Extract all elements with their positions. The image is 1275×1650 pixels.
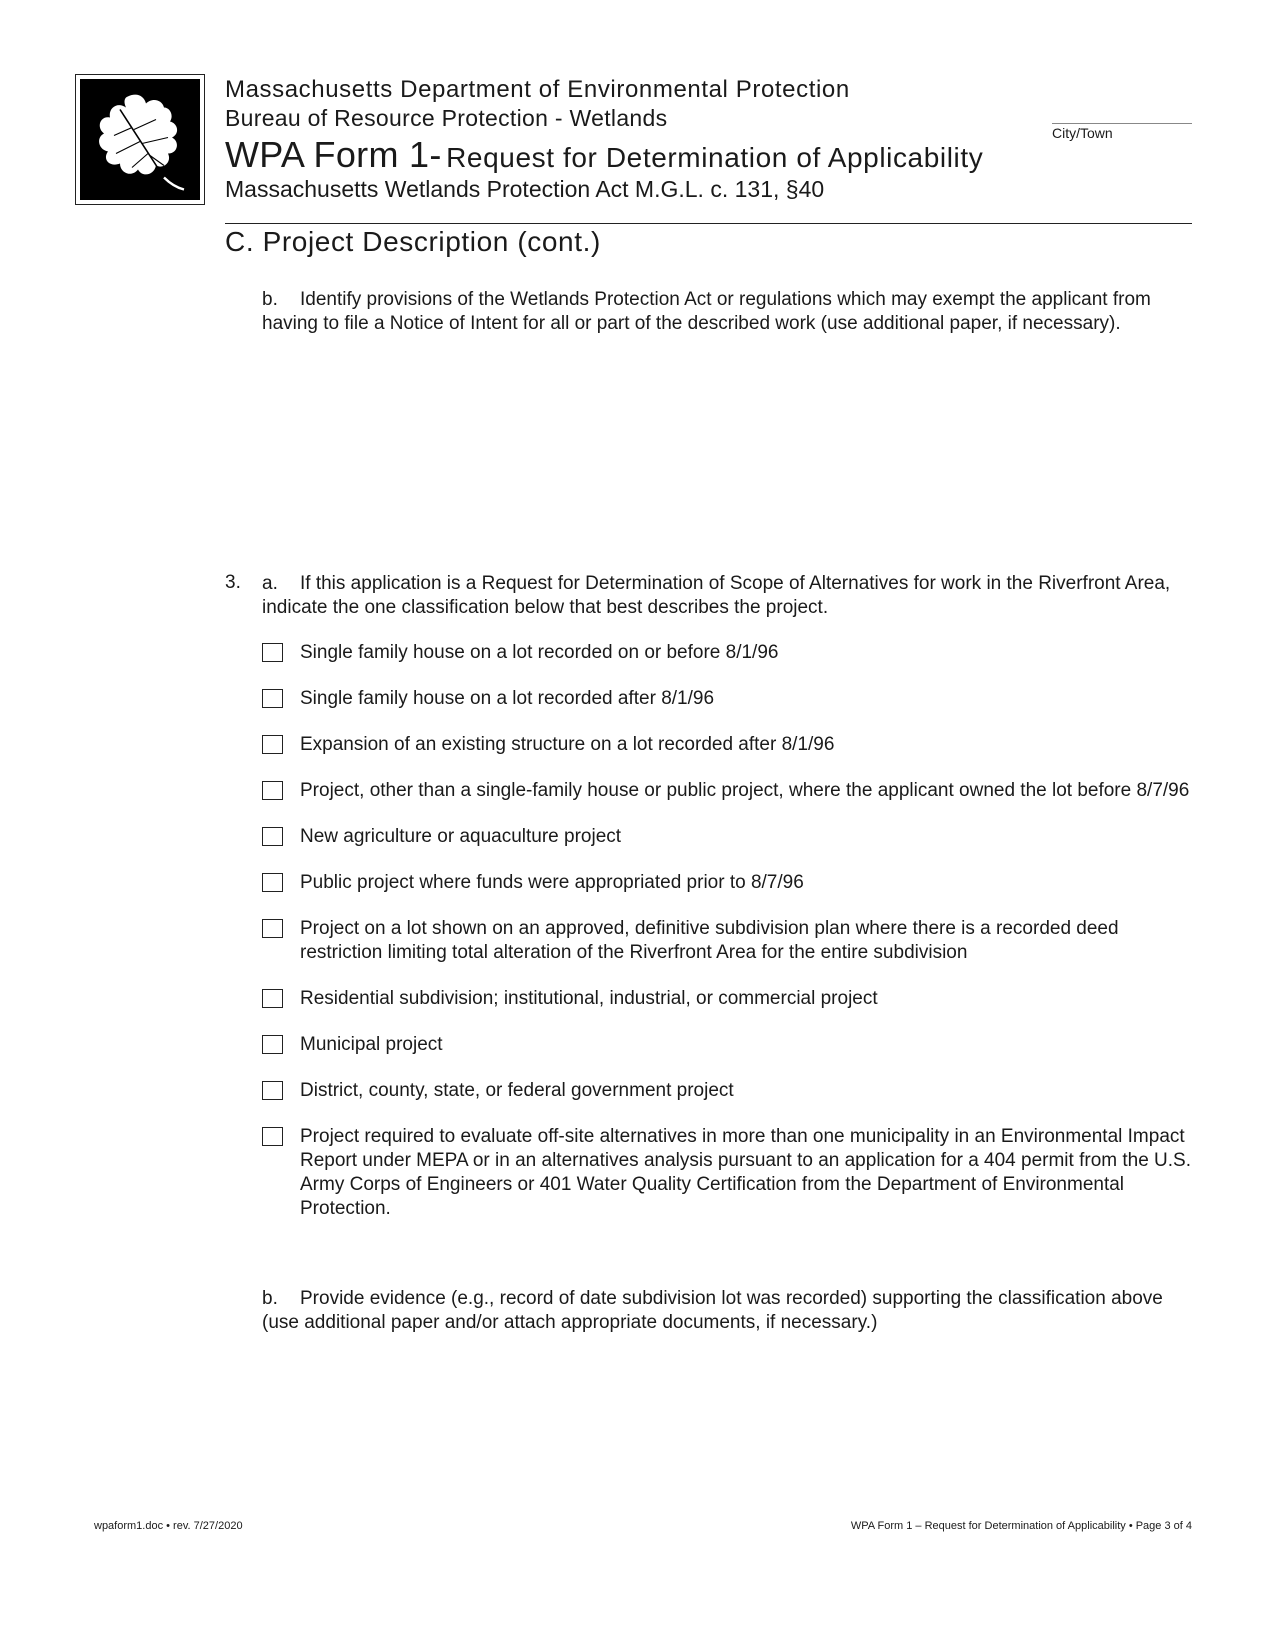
form-number: WPA Form 1- <box>225 134 442 175</box>
checkbox[interactable] <box>262 1127 283 1146</box>
section-title: C. Project Description (cont.) <box>225 226 601 257</box>
item-3b <box>262 1287 1192 1335</box>
option-other-project <box>262 779 1192 803</box>
option-label: Expansion of an existing structure on a lot recorded after 8/1/96 <box>300 734 835 755</box>
item-2b-text: Identify provisions of the Wetlands Protection Act or regulations which may exempt the applicant from having to file a Notice of Intent for all or part of the described work (use additional paper, if necessary). <box>262 289 1151 334</box>
form-title <box>225 134 983 176</box>
option-expansion-existing <box>262 733 1192 757</box>
option-subdivision-lot <box>262 917 1192 965</box>
classification-options <box>262 641 1192 1243</box>
option-label: District, county, state, or federal government project <box>300 1080 734 1101</box>
option-label: Public project where funds were appropriated prior to 8/7/96 <box>300 872 804 893</box>
option-residential-subdivision <box>262 987 1192 1011</box>
checkbox[interactable] <box>262 643 283 662</box>
act-reference: Massachusetts Wetlands Protection Act M.G.L. c. 131, §40 <box>225 176 825 202</box>
option-offsite-alternatives <box>262 1125 1192 1221</box>
option-label: Project required to evaluate off-site alternatives in more than one municipality in an Environmental Impact Report under MEPA or in an alternatives analysis pursuant to an application for a 404 permit from the U.S. Army Corps of Engineers or 401 Water Quality Certification from the Department of Environmental Protection. <box>300 1126 1192 1219</box>
option-single-family-after <box>262 687 1192 711</box>
checkbox[interactable] <box>262 827 283 846</box>
item-3-number: 3. <box>225 572 241 593</box>
option-label: Single family house on a lot recorded on or before 8/1/96 <box>300 642 779 663</box>
item-3b-text: Provide evidence (e.g., record of date subdivision lot was recorded) supporting the classification above (use additional paper and/or attach appropriate documents, if necessary.) <box>262 1288 1163 1333</box>
city-town-label: City/Town <box>1052 125 1113 141</box>
item-2b-letter: b. <box>262 289 278 310</box>
checkbox[interactable] <box>262 781 283 800</box>
item-3a-letter: a. <box>262 573 278 594</box>
oak-leaf-icon <box>80 79 200 200</box>
bureau-name: Bureau of Resource Protection - Wetlands <box>225 105 668 131</box>
option-agriculture <box>262 825 1192 849</box>
option-label: Municipal project <box>300 1034 443 1055</box>
checkbox[interactable] <box>262 989 283 1008</box>
checkbox[interactable] <box>262 735 283 754</box>
footer-page-info: WPA Form 1 – Request for Determination of Applicability • Page 3 of 4 <box>850 1520 1192 1532</box>
option-government <box>262 1079 1192 1103</box>
checkbox[interactable] <box>262 1081 283 1100</box>
checkbox[interactable] <box>262 689 283 708</box>
checkbox[interactable] <box>262 1035 283 1054</box>
header-divider <box>225 223 1192 224</box>
form-name: Request for Determination of Applicability <box>446 142 984 173</box>
option-municipal <box>262 1033 1192 1057</box>
option-label: Single family house on a lot recorded after 8/1/96 <box>300 688 715 709</box>
item-2b <box>262 288 1192 336</box>
option-label: Residential subdivision; institutional, industrial, or commercial project <box>300 988 878 1009</box>
item-3b-letter: b. <box>262 1288 278 1309</box>
city-town-field[interactable] <box>1052 123 1192 124</box>
footer-revision: wpaform1.doc • rev. 7/27/2020 <box>94 1520 243 1532</box>
item-3a <box>262 572 1192 620</box>
checkbox[interactable] <box>262 873 283 892</box>
option-single-family-before <box>262 641 1192 665</box>
option-label: Project on a lot shown on an approved, definitive subdivision plan where there is a recorded deed restriction limiting total alteration of the Riverfront Area for the entire subdivision <box>300 918 1119 963</box>
agency-name: Massachusetts Department of Environmental Protection <box>225 76 850 103</box>
dep-logo <box>75 74 205 205</box>
item-3a-text: If this application is a Request for Determination of Scope of Alternatives for work in the Riverfront Area, indicate the one classification below that best describes the project. <box>262 573 1171 618</box>
option-label: New agriculture or aquaculture project <box>300 826 622 847</box>
option-public-project <box>262 871 1192 895</box>
checkbox[interactable] <box>262 919 283 938</box>
option-label: Project, other than a single-family house or public project, where the applicant owned the lot before 8/7/96 <box>300 780 1190 801</box>
